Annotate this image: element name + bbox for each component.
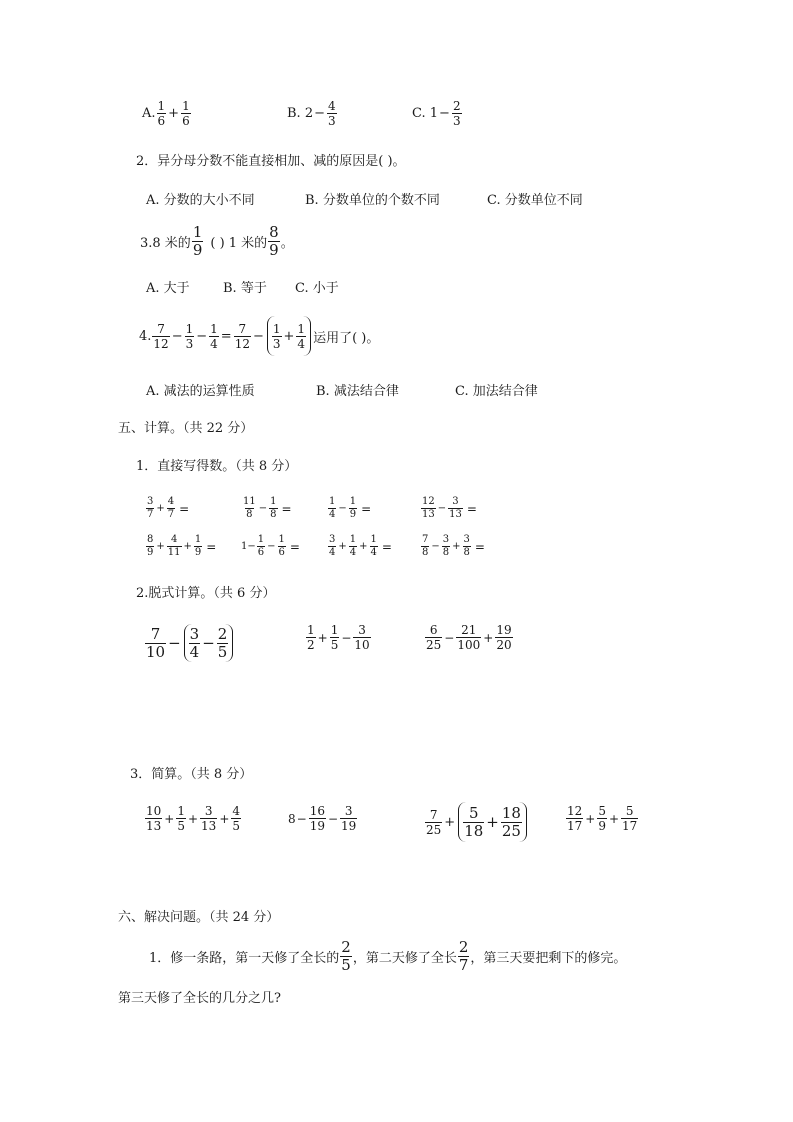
q1-option-b: B. 2 − $\frac{4}{3}$	[287, 99, 336, 128]
equals-sign: =	[179, 501, 190, 516]
fraction: $\frac{12}{13}$	[422, 496, 435, 520]
q1-option-a: A. $\frac{1}{6}$ + $\frac{1}{6}$	[142, 99, 190, 128]
part-3-title: 3．简算。（共 8 分）	[130, 767, 253, 782]
simplify-calc-4	[565, 805, 639, 832]
problem-1: 1．修一条路，第一天修了全长的 $\frac{2}{5}$ ，第二天修了全长 $\frac{2}{7}$ ，第三天要把剩下的修完。	[149, 938, 627, 974]
fraction: $\frac{4}{5}$	[232, 804, 241, 833]
step-calc-2: $\frac{1}{2}$ + $\frac{1}{5}$ − $\frac{3}{10}$	[307, 623, 370, 652]
q4-option-b: B. 减法结合律	[316, 384, 399, 399]
fraction: $\frac{16}{19}$	[309, 804, 325, 833]
q3-option-b: B. 等于	[223, 281, 267, 296]
q3-option-c: C. 小于	[295, 281, 339, 296]
q1-option-c: C. 1 − $\frac{2}{3}$	[412, 99, 461, 128]
equals-sign: =	[474, 539, 485, 554]
simplify-calc-1	[144, 805, 242, 832]
fraction: $\frac{1}{5}$	[177, 804, 185, 833]
fraction: $\frac{1}{4}$	[297, 321, 306, 351]
fraction: $\frac{1}{6}$	[182, 99, 190, 128]
fraction: $\frac{5}{18}$	[464, 803, 484, 840]
equals-sign: =	[361, 501, 372, 516]
fraction: $\frac{2}{5}$	[217, 624, 228, 661]
operator: +	[156, 503, 165, 514]
direct-calc-item	[420, 535, 485, 558]
fraction: $\frac{1}{9}$	[192, 223, 203, 259]
parenthesis-group: $\frac{1}{3}$ + $\frac{1}{4}$	[267, 316, 311, 356]
fraction: $\frac{4}{3}$	[328, 99, 336, 128]
operator: +	[164, 811, 175, 826]
equals-sign: =	[466, 501, 477, 516]
fraction: $\frac{3}{4}$	[189, 624, 200, 661]
fraction: $\frac{1}{3}$	[272, 321, 281, 351]
fraction: $\frac{1}{4}$	[329, 496, 336, 520]
fraction: $\frac{7}{10}$	[146, 624, 166, 661]
fraction: $\frac{4}{7}$	[167, 496, 175, 520]
direct-calc-item	[145, 535, 216, 558]
operator: −	[338, 503, 347, 514]
fraction: $\frac{1}{6}$	[257, 534, 265, 558]
fraction: $\frac{7}{8}$	[422, 534, 429, 558]
fraction: $\frac{1}{6}$	[278, 534, 285, 558]
fraction: $\frac{3}{13}$	[449, 496, 462, 520]
simplify-calc-3: $\frac{7}{25}$ + $\frac{5}{18}$ + $\frac{18}{25}$	[424, 802, 529, 842]
part-1-title: 1．直接写得数。（共 8 分）	[136, 459, 298, 474]
fraction: $\frac{1}{8}$	[270, 496, 277, 520]
operator: +	[452, 541, 461, 552]
operator: +	[219, 811, 230, 826]
fraction: $\frac{3}{4}$	[329, 534, 336, 558]
fraction: $\frac{6}{25}$	[426, 623, 442, 652]
fraction: $\frac{1}{3}$	[185, 321, 194, 351]
operator: +	[187, 811, 199, 826]
fraction: $\frac{12}{17}$	[567, 804, 583, 833]
operator: −	[267, 541, 276, 552]
fraction: $\frac{2}{5}$	[341, 938, 351, 974]
fraction: $\frac{7}{12}$	[234, 321, 250, 351]
equals-sign: =	[381, 539, 392, 554]
problem-1-question: 第三天修了全长的几分之几?	[118, 991, 281, 1006]
fraction: $\frac{2}{3}$	[452, 99, 461, 128]
equals-sign: =	[289, 539, 300, 554]
direct-calc-item	[145, 497, 189, 520]
part-2-title: 2.脱式计算。（共 6 分）	[136, 586, 276, 601]
fraction: $\frac{1}{4}$	[349, 534, 357, 558]
fraction: $\frac{18}{25}$	[501, 803, 521, 840]
fraction: $\frac{5}{17}$	[622, 804, 638, 833]
parenthesis-group: $\frac{5}{18}$ + $\frac{18}{25}$	[458, 802, 527, 842]
fraction: $\frac{1}{5}$	[330, 623, 339, 652]
operator: −	[431, 541, 440, 552]
fraction: $\frac{19}{20}$	[496, 623, 512, 652]
fraction: $\frac{8}{9}$	[147, 534, 154, 558]
fraction: $\frac{4}{11}$	[167, 534, 181, 558]
fraction: $\frac{1}{9}$	[349, 496, 357, 520]
operator: +	[338, 541, 347, 552]
option-a-prefix: A.	[142, 106, 156, 121]
fraction: $\frac{8}{9}$	[269, 223, 279, 259]
fraction: $\frac{5}{9}$	[598, 804, 606, 833]
q2-stem: 2．异分母分数不能直接相加、减的原因是( )。	[136, 154, 406, 169]
q4-option-c: C. 加法结合律	[455, 384, 538, 399]
operator: +	[359, 541, 368, 552]
operator: +	[608, 811, 620, 826]
step-calc-3: $\frac{6}{25}$ − $\frac{21}{100}$ + $\frac{19}{20}$	[426, 623, 512, 652]
fraction: $\frac{1}{6}$	[157, 99, 166, 128]
q2-option-c: C. 分数单位不同	[487, 193, 583, 208]
fraction: $\frac{3}{19}$	[341, 804, 357, 833]
fraction: $\frac{2}{7}$	[458, 938, 469, 974]
fraction: $\frac{11}{8}$	[243, 496, 256, 520]
fraction: $\frac{7}{12}$	[153, 321, 169, 351]
q4-stem: 4. $\frac{7}{12}$ − $\frac{1}{3}$ − $\frac{1}{4}$ = $\frac{7}{12}$ − $\frac{1}{3}$ + $\frac{1}{4}$ 运用了( )。	[139, 316, 379, 356]
q2-option-b: B. 分数单位的个数不同	[305, 193, 440, 208]
section-6-title: 六、解决问题。（共 24 分）	[118, 910, 280, 925]
direct-calc-item	[420, 497, 477, 520]
operator: +	[156, 541, 165, 552]
fraction: $\frac{3}{13}$	[201, 804, 217, 833]
q4-option-a: A. 减法的运算性质	[146, 384, 255, 399]
fraction: $\frac{1}{4}$	[370, 534, 377, 558]
fraction: $\frac{3}{8}$	[463, 534, 470, 558]
equals-sign: =	[281, 501, 292, 516]
fraction: $\frac{7}{25}$	[426, 807, 442, 837]
equals-sign: =	[206, 539, 217, 554]
direct-calc-item	[241, 497, 292, 520]
fraction: $\frac{10}{13}$	[146, 804, 162, 833]
fraction: $\frac{1}{9}$	[194, 534, 202, 558]
fraction: $\frac{21}{100}$	[457, 623, 481, 652]
q2-option-a: A. 分数的大小不同	[146, 193, 255, 208]
fraction: $\frac{3}{7}$	[147, 496, 154, 520]
fraction: $\frac{3}{10}$	[354, 623, 370, 652]
operator: +	[585, 811, 596, 826]
operator: −	[258, 503, 268, 514]
fraction: $\frac{3}{8}$	[442, 534, 450, 558]
direct-calc-item	[327, 535, 392, 558]
step-calc-1: $\frac{7}{10}$ − $\frac{3}{4}$ − $\frac{2}{5}$	[144, 624, 235, 662]
fraction: $\frac{1}{4}$	[210, 321, 218, 351]
parenthesis-group: $\frac{3}{4}$ − $\frac{2}{5}$	[184, 624, 234, 662]
direct-calc-item	[327, 497, 371, 520]
simplify-calc-2: 8 − $\frac{16}{19}$ − $\frac{3}{19}$	[288, 804, 357, 833]
operator: −	[437, 503, 447, 514]
operator: +	[183, 541, 192, 552]
q3-option-a: A. 大于	[146, 281, 190, 296]
section-5-title: 五、计算。（共 22 分）	[118, 421, 254, 436]
fraction: $\frac{1}{2}$	[307, 623, 315, 652]
direct-calc-item: 1− $\frac{1}{6}$ − $\frac{1}{6}$ =	[241, 534, 300, 558]
q3-stem: 3.8 米的 $\frac{1}{9}$ ( ) 1 米的 $\frac{8}{9}$ 。	[140, 223, 294, 259]
